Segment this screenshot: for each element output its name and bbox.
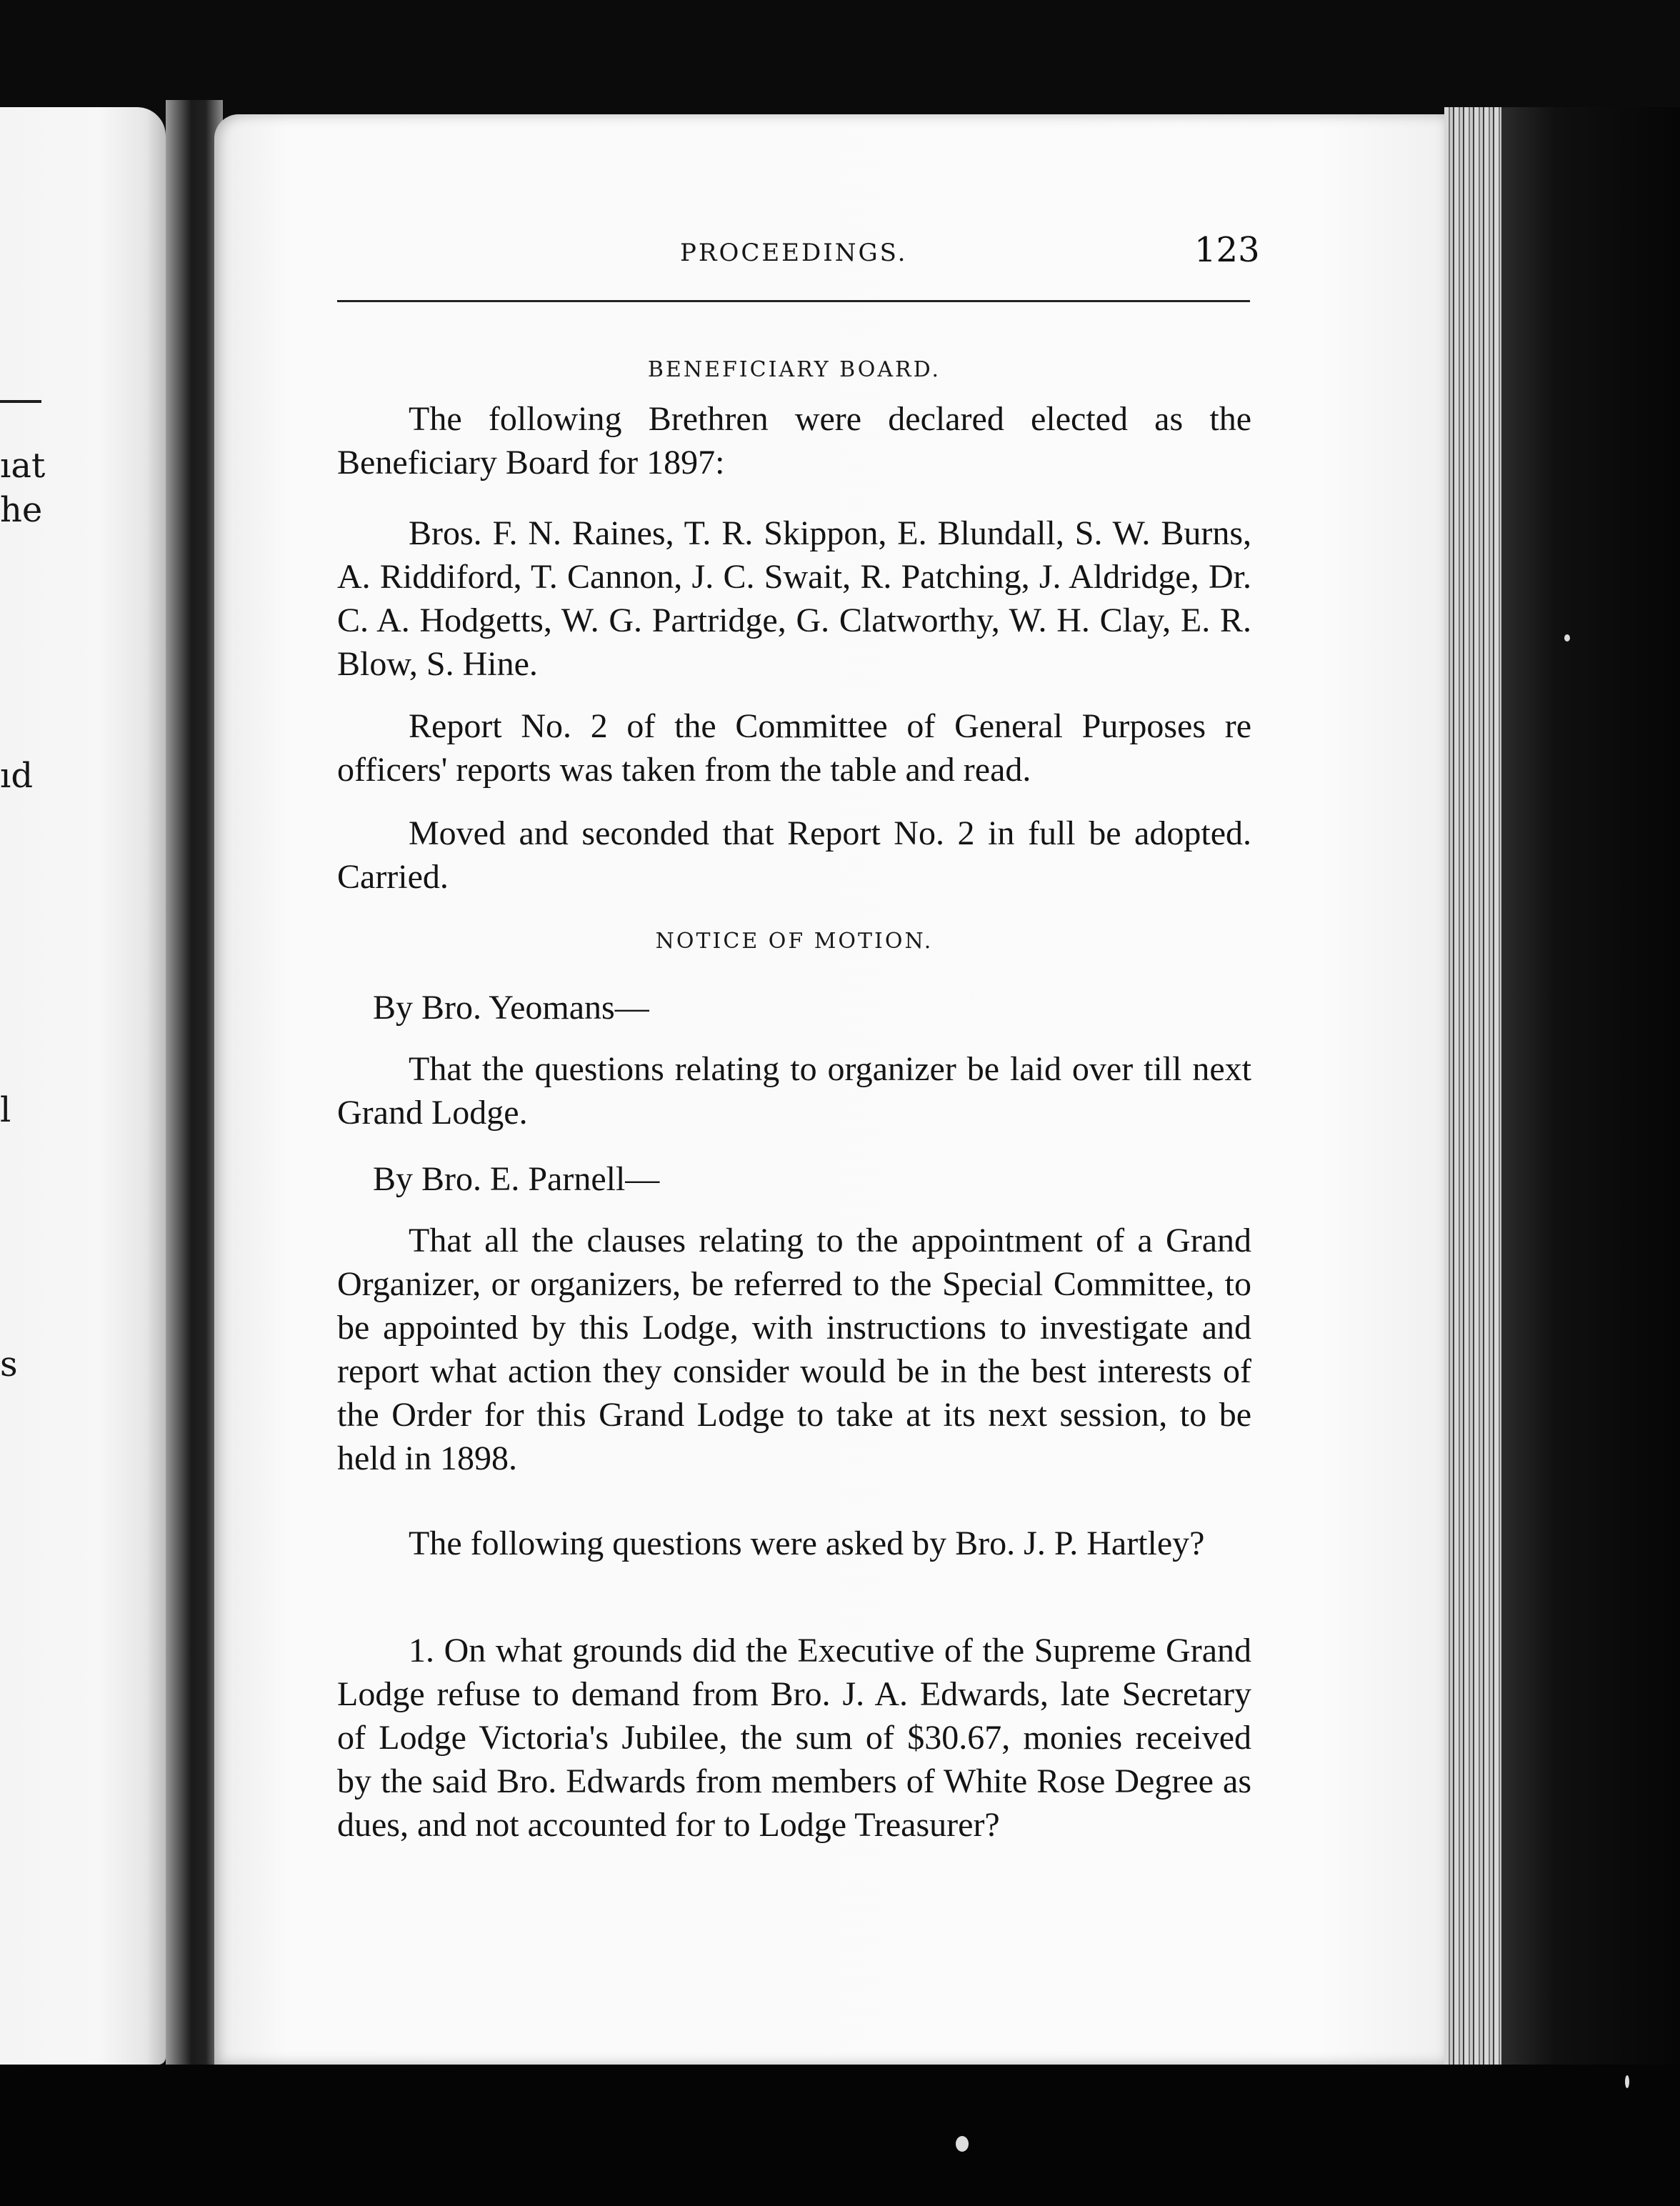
paragraph: Moved and seconded that Report No. 2 in full be adopted. Carried. <box>337 814 1251 896</box>
page <box>214 114 1444 2065</box>
dust-speck <box>1564 634 1570 642</box>
paragraph: That the questions relating to organizer be laid over till next Grand Lodge. <box>337 1050 1251 1132</box>
previous-page-fragment: he <box>0 490 43 530</box>
page-number: 123 <box>1194 230 1260 270</box>
paragraph: By Bro. Yeomans— <box>373 989 649 1027</box>
paragraph: Bros. F. N. Raines, T. R. Skippon, E. Blundall, S. W. Burns, A. Riddiford, T. Cannon, J. C. Swait, R. Patching, J. Aldridge, Dr. C. A. Hodgetts, W. G. Partridge, G. Clatworthy, W. H. Clay, E. R. Blow, S. Hine. <box>337 514 1251 683</box>
paragraph: The following questions were asked by Bro. J. P. Hartley? <box>409 1524 1205 1562</box>
scan-background-bottom <box>0 2065 1680 2206</box>
running-title: PROCEEDINGS. <box>680 239 908 267</box>
running-head <box>214 230 1444 273</box>
section-title-beneficiary-board: BENEFICIARY BOARD. <box>647 357 941 382</box>
dust-speck <box>956 2136 969 2152</box>
paragraph: That all the clauses relating to the appointment of a Grand Organizer, or organizers, be referred to the Special Committee, to be appointed by this Lodge, with instructions to investigate and report what action they consider would be in the best interests of the Order for this Grand Lodge to take at its next session, to be held in 1898. <box>337 1222 1251 1477</box>
paragraph: 1. On what grounds did the Executive of the Supreme Grand Lodge refuse to demand from Bro. J. A. Edwards, late Secretary of Lodge Victoria's Jubilee, the sum of $30.67, monies received by the said Bro. Edwards from members of White Rose Degree as dues, and not accounted for to Lodge Treasurer? <box>337 1632 1251 1844</box>
previous-page-edge <box>0 107 166 2065</box>
paragraph: The following Brethren were declared elected as the Beneficiary Board for 1897: <box>337 400 1251 481</box>
previous-page-rule <box>0 400 41 403</box>
previous-page-fragment: ıat <box>0 446 46 486</box>
previous-page-fragment: l <box>0 1090 11 1130</box>
section-title-notice-of-motion: NOTICE OF MOTION. <box>655 929 934 954</box>
paragraph: Report No. 2 of the Committee of General Purposes re officers' reports was taken from the table and read. <box>337 707 1251 789</box>
paragraph: By Bro. E. Parnell— <box>373 1160 660 1198</box>
previous-page-fragment: s <box>0 1344 18 1384</box>
dust-speck <box>1625 2075 1629 2088</box>
page-block-edges <box>1444 107 1501 2079</box>
book-cover-shadow <box>1501 107 1680 2079</box>
previous-page-fragment: ıd <box>0 756 34 796</box>
header-rule <box>337 300 1250 302</box>
